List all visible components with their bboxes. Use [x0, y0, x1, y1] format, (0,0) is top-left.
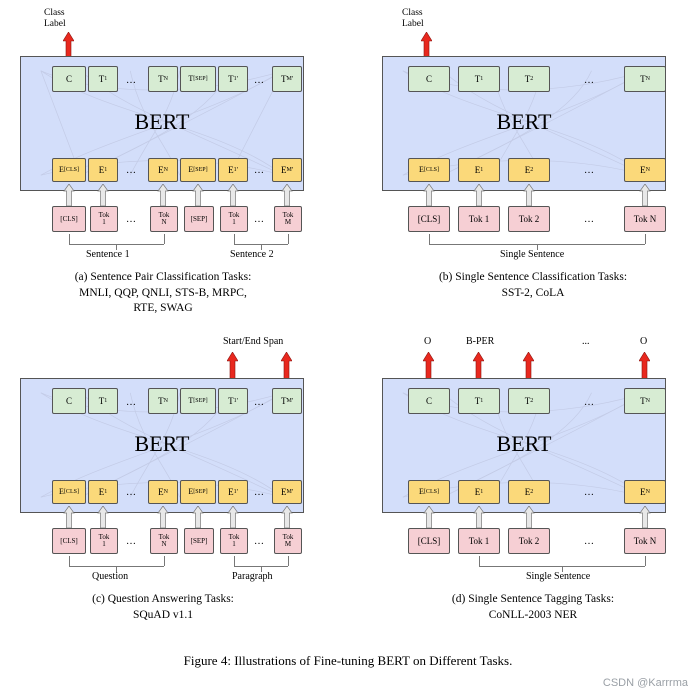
panel-c-token-Tok1: Tok 1: [90, 528, 118, 554]
panel-c-emb-EN: E N: [148, 480, 178, 504]
panel-c-token-dots-2: …: [254, 536, 264, 547]
panel-a-token-Tok1: Tok 1: [90, 206, 118, 232]
panel-b: [378, 8, 688, 299]
panel-b-group-label: Single Sentence: [500, 249, 565, 260]
panel-c-token-TokM: Tok M: [274, 528, 302, 554]
panel-b-token-TokN: Tok N: [624, 206, 666, 232]
panel-b-top-label-line1: Class: [402, 8, 423, 18]
panel-d-emb-Ecls: E [CLS]: [408, 480, 450, 504]
panel-b-token-Tok1: Tok 1: [458, 206, 500, 232]
panel-c-top-label: [223, 336, 283, 348]
panel-c-caption-line2: SQuAD v1.1: [132, 608, 194, 621]
panel-c-span-arrow-1-icon: [227, 352, 238, 380]
panel-a-emb-EMp: E M ': [272, 158, 302, 182]
panel-d-output-T1: T 1: [458, 388, 500, 414]
panel-c-group-label-1: Question: [92, 571, 129, 582]
panel-c-emb-E1: E 1: [88, 480, 118, 504]
panel-a-output-C: C: [52, 66, 86, 92]
panel-a-token-SEP: [SEP]: [184, 206, 214, 232]
panel-c-brace1-right: [164, 556, 165, 566]
panel-c-group-label-2: Paragraph: [232, 571, 273, 582]
panel-c-emb-EMp: E M ': [272, 480, 302, 504]
panel-d-output-T2: T 2: [508, 388, 550, 414]
panel-a-emb-Ecls: E [CLS]: [52, 158, 86, 182]
panel-a-emb-Esep: E [SEP]: [180, 158, 216, 182]
panel-c-output-dots-1: …: [126, 397, 136, 408]
panel-a-class-arrow-icon: [63, 32, 74, 58]
panel-d-output-TN: T N: [624, 388, 666, 414]
panel-c-caption-line1: (c) Question Answering Tasks:: [92, 593, 234, 605]
panel-a-diagram: [8, 8, 318, 260]
panel-c-token-TokN: Tok N: [150, 528, 178, 554]
panel-c-emb-E1p: E 1 ': [218, 480, 248, 504]
panel-d-bert-label: BERT: [496, 431, 552, 456]
panel-d-caption: [378, 592, 688, 623]
panel-b-emb-Ecls: E [CLS]: [408, 158, 450, 182]
panel-a-token-arrows-icon: [8, 184, 318, 206]
panel-a-bert-label: BERT: [134, 109, 190, 134]
panel-c-emb-Esep: E [SEP]: [180, 480, 216, 504]
panel-a-top-label-line1: Class: [44, 8, 65, 18]
panel-b-bert-label: BERT: [496, 109, 552, 134]
panel-a-emb-E1: E 1: [88, 158, 118, 182]
panel-d-tag-arrow-1-icon: [423, 352, 434, 380]
panel-d-emb-dots: …: [584, 487, 594, 498]
panel-c-top-label-line1: Start/End Span: [223, 336, 284, 347]
panel-c-output-dots-2: …: [254, 397, 264, 408]
panel-a-output-dots-2: …: [254, 75, 264, 86]
panel-a-group-label-1: Sentence 1: [86, 249, 130, 260]
panel-a-emb-dots-2: …: [254, 165, 264, 176]
panel-b-token-dots: …: [584, 214, 594, 225]
panel-c-token-SEP: [SEP]: [184, 528, 214, 554]
panel-b-output-TN: T N: [624, 66, 666, 92]
panel-d: [378, 330, 688, 621]
panel-a-token-Tok1p: Tok 1: [220, 206, 248, 232]
panel-a-emb-E1p: E 1 ': [218, 158, 248, 182]
panel-c-diagram: [8, 330, 318, 582]
panel-c-output-TN: T N: [148, 388, 178, 414]
panel-b-emb-EN: E N: [624, 158, 666, 182]
panel-b-token-arrows-icon: [378, 184, 688, 206]
panel-d-token-Tok1: Tok 1: [458, 528, 500, 554]
panel-a-token-TokM: Tok M: [274, 206, 302, 232]
panel-c-token-arrows-icon: [8, 506, 318, 528]
panel-c-brace2-right: [288, 556, 289, 566]
panel-d-tag-arrow-2-icon: [473, 352, 484, 380]
panel-d-caption-line2: CoNLL-2003 NER: [488, 608, 578, 621]
panel-b-token-CLS: [CLS]: [408, 206, 450, 232]
panel-a-output-TSEP: T [SEP]: [180, 66, 216, 92]
panel-d-brace-right: [645, 556, 646, 566]
panel-d-output-C: C: [408, 388, 450, 414]
panel-d-output-dots: …: [584, 397, 594, 408]
panel-d-tag-label-2: B-PER: [466, 336, 495, 347]
panel-b-brace-right: [645, 234, 646, 244]
panel-a-token-CLS: [CLS]: [52, 206, 86, 232]
panel-c-caption: [8, 592, 318, 623]
panel-c-output-TSEP: T [SEP]: [180, 388, 216, 414]
panel-b-output-T2: T 2: [508, 66, 550, 92]
panel-a-caption-line2: MNLI, QQP, QNLI, STS-B, MRPC,: [79, 286, 247, 299]
panel-d-tag-arrow-3-icon: [523, 352, 534, 380]
panel-d-tag-arrow-4-icon: [639, 352, 650, 380]
panel-a-output-TN: T N: [148, 66, 178, 92]
panel-a-brace1-right: [164, 234, 165, 244]
panel-a-output-dots-1: …: [126, 75, 136, 86]
panel-a-emb-EN: E N: [148, 158, 178, 182]
panel-b-output-T1: T 1: [458, 66, 500, 92]
panel-a-token-dots-1: …: [126, 214, 136, 225]
panel-c-brace1-left: [69, 556, 70, 566]
panel-a-brace1-left: [69, 234, 70, 244]
panel-c-token-CLS: [CLS]: [52, 528, 86, 554]
panel-c-token-dots-1: …: [126, 536, 136, 547]
panel-d-emb-E2: E 2: [508, 480, 550, 504]
panel-d-group-label: Single Sentence: [526, 571, 591, 582]
panel-a-token-TokN: Tok N: [150, 206, 178, 232]
panel-c-emb-dots-2: …: [254, 487, 264, 498]
panel-b-caption: [378, 270, 688, 301]
watermark: CSDN @Karrrma: [602, 677, 688, 689]
panel-b-output-dots: …: [584, 75, 594, 86]
panel-a-output-T1p: T 1 ': [218, 66, 248, 92]
panel-d-caption-line1: (d) Single Sentence Tagging Tasks:: [451, 593, 615, 605]
panel-a-output-TMp: T M ': [272, 66, 302, 92]
panel-b-emb-E2: E 2: [508, 158, 550, 182]
panel-c-output-T1: T 1: [88, 388, 118, 414]
panel-a-brace2-right: [288, 234, 289, 244]
panel-b-brace-left: [429, 234, 430, 244]
panel-b-token-Tok2: Tok 2: [508, 206, 550, 232]
panel-d-token-TokN: Tok N: [624, 528, 666, 554]
panel-b-top-label: [402, 8, 424, 30]
panel-c-brace2-left: [234, 556, 235, 566]
panel-b-class-arrow-icon: [421, 32, 432, 58]
panel-b-caption-line1: (b) Single Sentence Classification Tasks:: [438, 271, 628, 283]
panel-c-emb-Ecls: E [CLS]: [52, 480, 86, 504]
panel-d-brace-left: [479, 556, 480, 566]
panel-c-emb-dots-1: …: [126, 487, 136, 498]
panel-b-emb-dots: …: [584, 165, 594, 176]
panel-d-token-CLS: [CLS]: [408, 528, 450, 554]
panel-b-top-label-line2: Label: [402, 18, 424, 29]
panel-a-output-T1: T 1: [88, 66, 118, 92]
panel-a-top-label: [44, 8, 66, 30]
panel-c-span-arrow-2-icon: [281, 352, 292, 380]
panel-c-output-C: C: [52, 388, 86, 414]
panel-b-emb-E1: E 1: [458, 158, 500, 182]
panel-a: [8, 8, 318, 315]
panel-c-bert-label: BERT: [134, 431, 190, 456]
panel-d-tag-label-3: ...: [582, 336, 590, 347]
panel-d-emb-E1: E 1: [458, 480, 500, 504]
panel-d-token-Tok2: Tok 2: [508, 528, 550, 554]
panel-c-output-T1p: T 1 ': [218, 388, 248, 414]
panel-b-diagram: [378, 8, 688, 260]
panel-d-tag-label-1: O: [424, 336, 432, 347]
panel-a-caption: [8, 270, 318, 317]
panel-c: [8, 330, 318, 621]
panel-a-brace2-left: [234, 234, 235, 244]
panel-a-emb-dots-1: …: [126, 165, 136, 176]
panel-a-caption-line3: RTE, SWAG: [133, 302, 193, 315]
panel-b-output-C: C: [408, 66, 450, 92]
panel-d-tag-label-4: O: [640, 336, 648, 347]
panel-a-token-dots-2: …: [254, 214, 264, 225]
panel-c-output-TMp: T M ': [272, 388, 302, 414]
panel-d-emb-EN: E N: [624, 480, 666, 504]
panel-d-diagram: [378, 330, 688, 582]
panel-d-token-arrows-icon: [378, 506, 688, 528]
panel-c-token-Tok1p: Tok 1: [220, 528, 248, 554]
panel-a-group-label-2: Sentence 2: [230, 249, 274, 260]
panel-b-caption-line2: SST-2, CoLA: [501, 286, 565, 299]
panel-a-top-label-line2: Label: [44, 18, 66, 29]
panel-d-token-dots: …: [584, 536, 594, 547]
figure-caption: Figure 4: Illustrations of Fine-tuning BERT on Different Tasks.: [183, 653, 513, 668]
panel-a-caption-line1: (a) Sentence Pair Classification Tasks:: [74, 271, 252, 283]
